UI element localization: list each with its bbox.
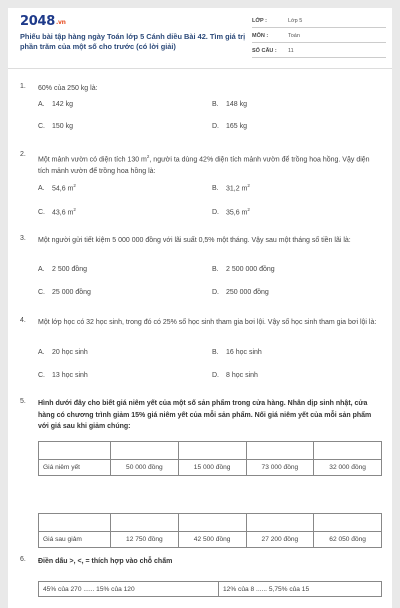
question-text: 60% của 250 kg là: bbox=[38, 85, 98, 92]
meta-subject-value: Toán bbox=[288, 33, 300, 39]
option-a[interactable] bbox=[38, 349, 88, 356]
worksheet-header bbox=[8, 8, 392, 70]
meta-count-label: SỐ CÂU : bbox=[252, 48, 277, 54]
listed-price-table bbox=[38, 441, 382, 476]
question-number: 1. bbox=[20, 83, 26, 90]
option-d[interactable] bbox=[212, 123, 247, 130]
question-text: Một lớp học có 32 học sinh, trong đó có 25% số học sinh tham gia bơi lội. Vậy số học sinh tham gia bơi lội là: bbox=[38, 319, 377, 326]
meta-class-label: LỚP : bbox=[252, 18, 267, 24]
question-number: 4. bbox=[20, 317, 26, 324]
table-row bbox=[39, 582, 382, 597]
superscript: 2 bbox=[73, 183, 76, 188]
table-cell bbox=[111, 514, 179, 532]
header-divider bbox=[8, 68, 392, 69]
comparison-cell[interactable]: 12% của 8 ...... 5,75% của 15 bbox=[219, 582, 382, 597]
question-text: Một người gửi tiết kiệm 5 000 000 đồng với lãi suất 0,5% một tháng. Vậy sau một tháng số tiền lãi là: bbox=[38, 237, 351, 244]
option-d[interactable] bbox=[212, 372, 258, 379]
table-row-spacer bbox=[39, 514, 382, 532]
option-letter: C. bbox=[38, 209, 45, 217]
option-letter: A. bbox=[38, 266, 45, 273]
price-cell[interactable]: 12 750 đồng bbox=[111, 532, 179, 548]
option-letter: C. bbox=[38, 372, 45, 379]
question-number: 6. bbox=[20, 556, 26, 563]
option-text: 13 học sinh bbox=[52, 372, 88, 379]
question-number: 2. bbox=[20, 151, 26, 158]
option-c[interactable] bbox=[38, 372, 88, 379]
table-cell bbox=[39, 442, 111, 460]
discounted-price-table bbox=[38, 513, 382, 548]
meta-subject-label: MÔN : bbox=[252, 33, 269, 39]
table-cell bbox=[314, 514, 382, 532]
option-text: 150 kg bbox=[52, 123, 74, 130]
table-cell bbox=[178, 514, 246, 532]
option-letter: C. bbox=[38, 123, 45, 130]
option-d[interactable] bbox=[212, 289, 269, 296]
question-text-part: , người ta dùng 42% diện tích mảnh vườn để trồng hoa hồng. Vậy diện tích mảnh vườn để trồng hoa hồng là: bbox=[38, 156, 370, 175]
table-cell bbox=[39, 514, 111, 532]
option-letter: D. bbox=[212, 123, 219, 130]
option-text: 16 học sinh bbox=[226, 349, 262, 356]
option-letter: D. bbox=[212, 372, 219, 379]
price-cell[interactable]: 62 050 đồng bbox=[314, 532, 382, 548]
price-cell[interactable]: 73 000 đồng bbox=[246, 460, 314, 476]
logo-text: 2048 bbox=[20, 14, 55, 29]
superscript: 2 bbox=[73, 207, 76, 212]
option-text: 2 500 đồng bbox=[52, 266, 88, 273]
option-letter: A. bbox=[38, 101, 45, 108]
meta-class-row bbox=[252, 14, 386, 28]
option-letter: B. bbox=[212, 266, 219, 273]
option-text: 148 kg bbox=[226, 101, 248, 108]
price-cell[interactable]: 42 500 đồng bbox=[178, 532, 246, 548]
price-cell[interactable]: 15 000 đồng bbox=[178, 460, 246, 476]
meta-count-row bbox=[252, 44, 386, 58]
option-b[interactable] bbox=[212, 349, 262, 356]
option-text: 31,2 m bbox=[226, 185, 248, 193]
worksheet-title: Phiếu bài tập hàng ngày Toán lớp 5 Cánh diều Bài 42. Tìm giá trị phần trăm của một số cho trước (có lời giải) bbox=[20, 32, 246, 51]
table-row bbox=[39, 532, 382, 548]
site-logo[interactable] bbox=[20, 14, 66, 29]
option-c[interactable] bbox=[38, 207, 76, 216]
table-cell bbox=[178, 442, 246, 460]
question-text: Điền dấu >, <, = thích hợp vào chỗ chấm bbox=[38, 558, 173, 565]
meta-subject-row bbox=[252, 29, 386, 43]
option-text: 35,6 m bbox=[226, 209, 248, 217]
table-row bbox=[39, 460, 382, 476]
option-letter: D. bbox=[212, 209, 219, 217]
table-cell bbox=[246, 514, 314, 532]
option-letter: B. bbox=[212, 185, 219, 193]
option-text: 2 500 000 đồng bbox=[226, 266, 275, 273]
option-a[interactable] bbox=[38, 101, 73, 108]
superscript: 2 bbox=[146, 154, 150, 159]
price-cell[interactable]: 27 200 đồng bbox=[246, 532, 314, 548]
option-text: 54,6 m bbox=[52, 185, 74, 193]
table-cell bbox=[246, 442, 314, 460]
meta-class-value: Lớp 5 bbox=[288, 18, 303, 24]
logo-tld: .vn bbox=[55, 19, 66, 26]
row-header-cell: Giá niêm yết bbox=[39, 460, 111, 476]
option-d[interactable] bbox=[212, 207, 250, 216]
option-b[interactable] bbox=[212, 183, 250, 192]
comparison-table bbox=[38, 581, 382, 597]
question-text-part: Một mảnh vườn có diện tích 130 m bbox=[38, 156, 147, 164]
question-text: Hình dưới đây cho biết giá niêm yết của một số sản phẩm trong cửa hàng. Nhân dịp sinh nhật, cửa hàng có chương trình giảm 15% giá niêm yết của mỗi sản phẩm. Nối giá niêm yết của mỗi sản phẩm với giá sau khi giảm chúng: bbox=[38, 400, 372, 430]
row-header-cell: Giá sau giảm bbox=[39, 532, 111, 548]
superscript: 2 bbox=[247, 207, 250, 212]
price-cell[interactable]: 50 000 đồng bbox=[111, 460, 179, 476]
option-letter: C. bbox=[38, 289, 45, 296]
option-b[interactable] bbox=[212, 266, 275, 273]
option-text: 8 học sinh bbox=[226, 372, 258, 379]
option-letter: A. bbox=[38, 349, 45, 356]
option-text: 142 kg bbox=[52, 101, 74, 108]
table-cell bbox=[111, 442, 179, 460]
option-a[interactable] bbox=[38, 266, 87, 273]
comparison-cell[interactable]: 45% của 270 ...... 15% của 120 bbox=[39, 582, 219, 597]
option-letter: B. bbox=[212, 349, 219, 356]
option-c[interactable] bbox=[38, 123, 73, 130]
option-a[interactable] bbox=[38, 183, 76, 192]
table-cell bbox=[314, 442, 382, 460]
option-letter: B. bbox=[212, 101, 219, 108]
option-text: 25 000 đồng bbox=[52, 289, 91, 296]
question-number: 3. bbox=[20, 235, 26, 242]
meta-count-value: 11 bbox=[288, 48, 294, 54]
question-text bbox=[38, 151, 382, 177]
worksheet-page bbox=[8, 8, 392, 608]
option-text: 250 000 đồng bbox=[226, 289, 269, 296]
option-text: 165 kg bbox=[226, 123, 248, 130]
table-row-spacer bbox=[39, 442, 382, 460]
meta-box bbox=[252, 14, 386, 59]
superscript: 2 bbox=[247, 183, 250, 188]
price-cell[interactable]: 32 000 đồng bbox=[314, 460, 382, 476]
option-b[interactable] bbox=[212, 101, 247, 108]
option-text: 20 học sinh bbox=[52, 349, 88, 356]
option-text: 43,6 m bbox=[52, 209, 74, 217]
question-number: 5. bbox=[20, 398, 26, 405]
option-letter: D. bbox=[212, 289, 219, 296]
option-c[interactable] bbox=[38, 289, 91, 296]
option-letter: A. bbox=[38, 185, 45, 193]
